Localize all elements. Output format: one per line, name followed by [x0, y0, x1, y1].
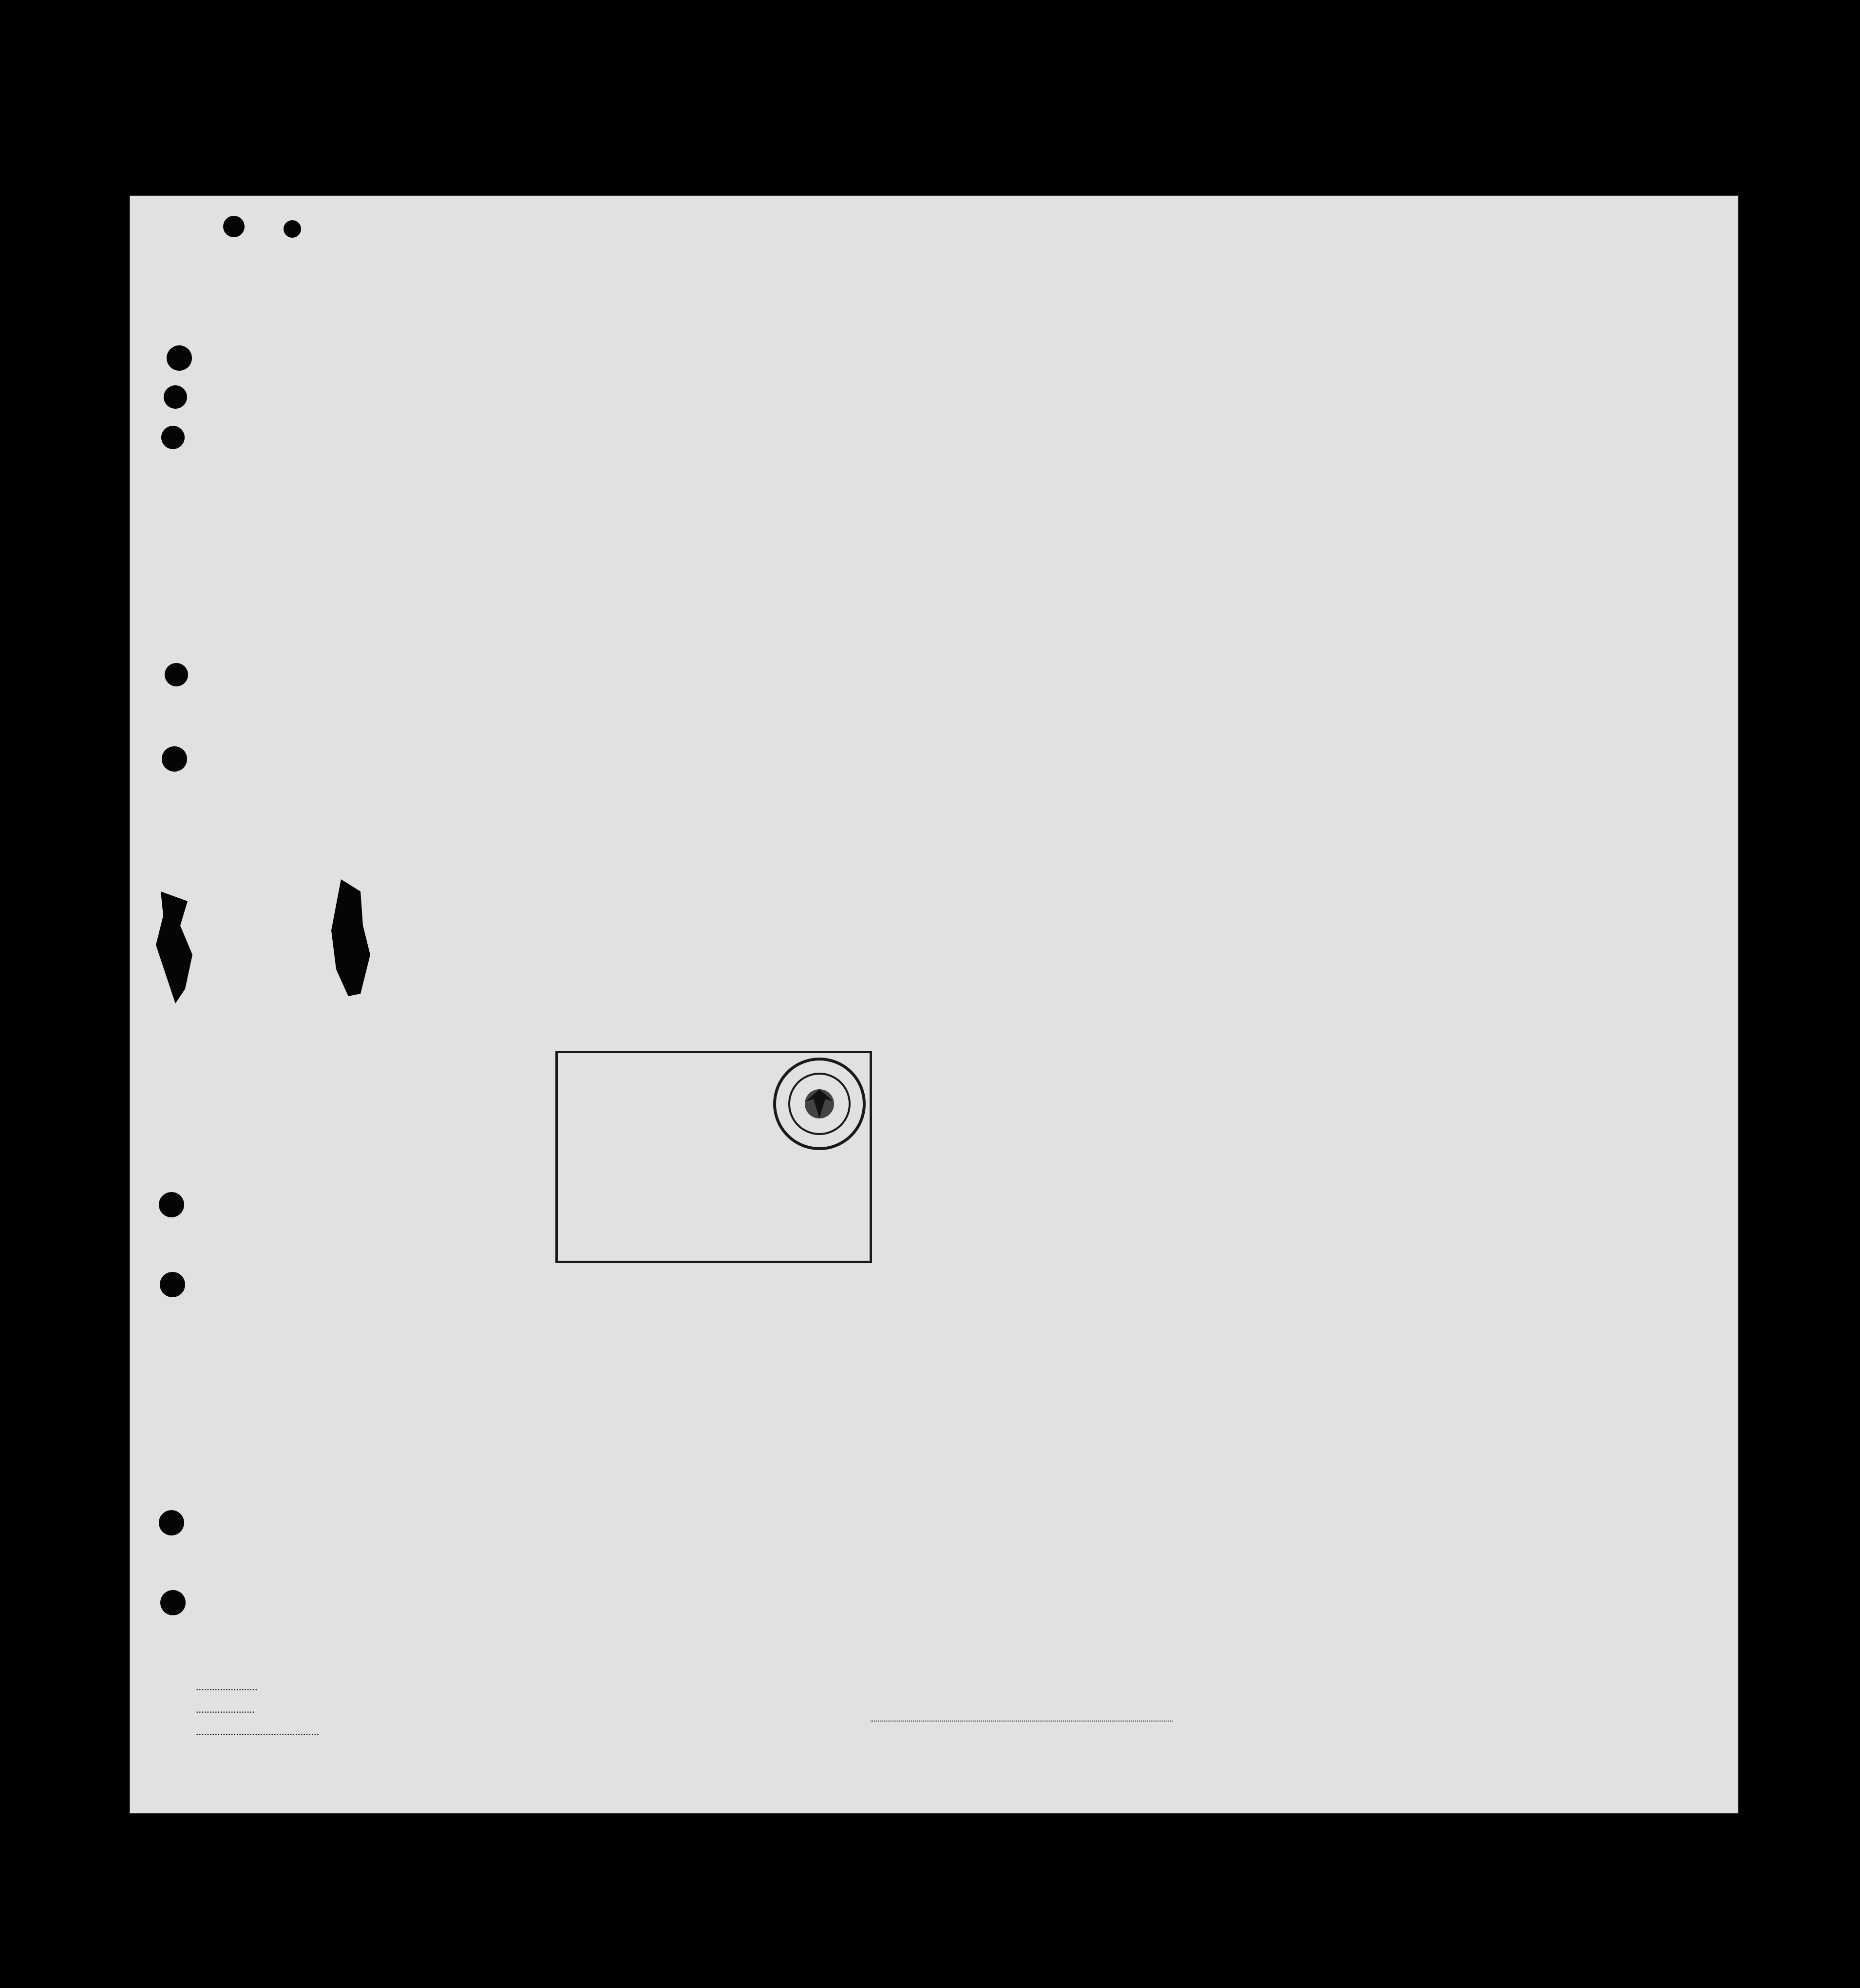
footer-line: ....................... — [196, 1681, 258, 1693]
footer-owners: ...................... — [196, 1703, 255, 1715]
footer-agents: .............................................. — [196, 1725, 319, 1738]
